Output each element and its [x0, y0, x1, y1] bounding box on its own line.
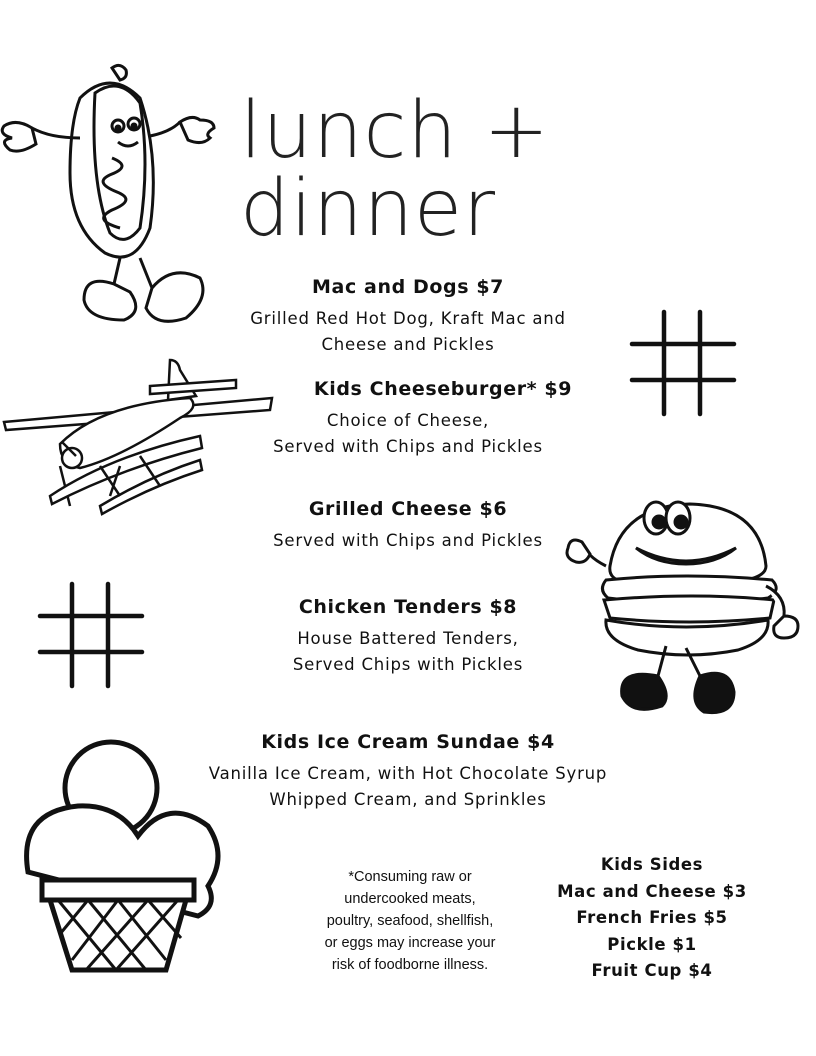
kids-sides-heading: Kids Sides: [600, 855, 704, 874]
hashtag-icon: [38, 582, 144, 688]
menu-item-description: Choice of Cheese, Served with Chips and Pickles: [273, 411, 543, 456]
menu-item-name: Grilled Cheese $6: [308, 498, 508, 520]
list-item: Pickle $1: [607, 934, 697, 954]
list-item: French Fries $5: [576, 908, 728, 927]
menu-item-ice-cream-sundae: [198, 731, 618, 813]
menu-item-grilled-cheese: [228, 498, 588, 554]
food-safety-disclaimer: *Consuming raw or undercooked meats, poultry, seafood, shellfish, or eggs may increase your risk of foodborne illness.: [324, 869, 496, 973]
ice-cream-cone-icon: [16, 738, 216, 978]
menu-item-name: Chicken Tenders $8: [298, 596, 518, 618]
list-item: Fruit Cup $4: [591, 961, 713, 980]
menu-item-description: Grilled Red Hot Dog, Kraft Mac and Cheese and Pickles: [250, 309, 566, 354]
menu-item-chicken-tenders: [228, 596, 588, 678]
hot-dog-character-icon: [0, 58, 220, 338]
menu-item-kids-cheeseburger: [228, 378, 628, 460]
cheeseburger-character-icon: [566, 496, 802, 720]
menu-item-name: Kids Ice Cream Sundae $4: [261, 731, 555, 753]
menu-item-name: Kids Cheeseburger* $9: [313, 378, 573, 400]
hashtag-icon: [630, 310, 736, 416]
menu-item-description: Vanilla Ice Cream, with Hot Chocolate Syrup Whipped Cream, and Sprinkles: [208, 764, 608, 809]
menu-item-mac-and-dogs: [228, 276, 588, 358]
kids-sides-list: [552, 852, 752, 985]
menu-item-description: Served with Chips and Pickles: [273, 531, 543, 550]
list-item: Mac and Cheese $3: [557, 881, 747, 901]
menu-item-description: House Battered Tenders, Served Chips with Pickles: [292, 629, 524, 674]
page-title: lunch + dinner: [240, 86, 551, 254]
menu-item-name: Mac and Dogs $7: [312, 276, 504, 298]
